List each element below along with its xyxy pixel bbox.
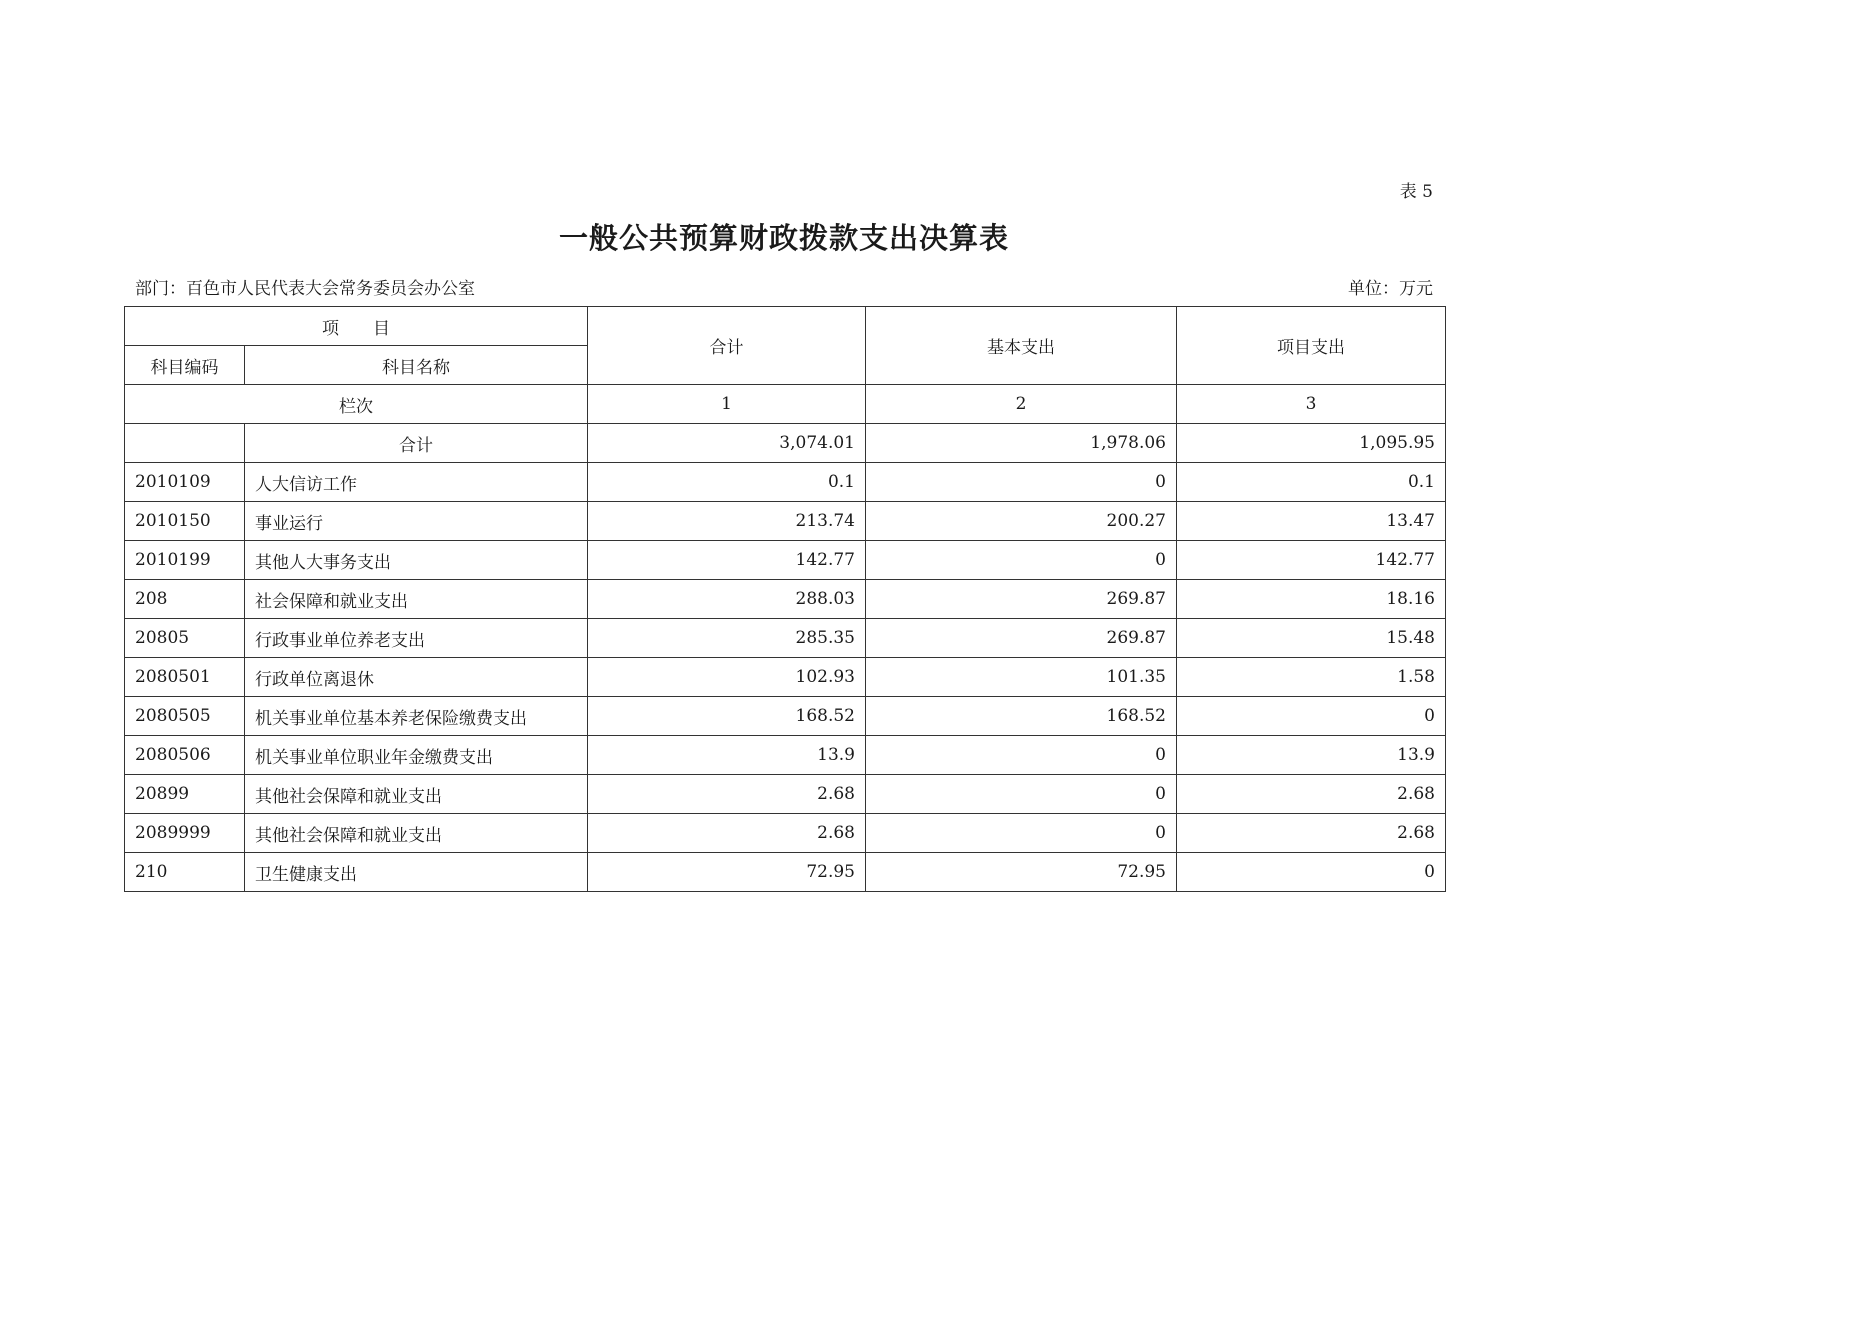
cell-code: 2010199: [125, 541, 245, 580]
header-basic: 基本支出: [866, 307, 1177, 385]
column-index-3: 3: [1177, 385, 1446, 424]
cell-name: 人大信访工作: [245, 463, 588, 502]
cell-code: 2080501: [125, 658, 245, 697]
cell-project: 18.16: [1177, 580, 1446, 619]
cell-name: 事业运行: [245, 502, 588, 541]
totals-row: [125, 424, 1446, 463]
column-index-2: 2: [866, 385, 1177, 424]
cell-code: 20899: [125, 775, 245, 814]
cell-project: 13.47: [1177, 502, 1446, 541]
cell-basic: 0: [866, 541, 1177, 580]
cell-code: 2089999: [125, 814, 245, 853]
cell-name: 行政事业单位养老支出: [245, 619, 588, 658]
cell-code: 2010150: [125, 502, 245, 541]
cell-name: 其他社会保障和就业支出: [245, 775, 588, 814]
cell-basic: 0: [866, 775, 1177, 814]
cell-project: 15.48: [1177, 619, 1446, 658]
table-header: [125, 307, 1446, 463]
cell-code: 2080505: [125, 697, 245, 736]
column-index-label: 栏次: [125, 385, 588, 424]
cell-project: 0.1: [1177, 463, 1446, 502]
unit-label: 单位：万元: [1348, 279, 1433, 299]
table-row: [125, 541, 1446, 580]
cell-basic: 200.27: [866, 502, 1177, 541]
header-item: 项 目: [125, 307, 588, 346]
table-row: [125, 580, 1446, 619]
cell-total: 2.68: [588, 775, 866, 814]
cell-project: 1.58: [1177, 658, 1446, 697]
cell-code: 210: [125, 853, 245, 892]
cell-project: 13.9: [1177, 736, 1446, 775]
cell-project: 142.77: [1177, 541, 1446, 580]
cell-project: 2.68: [1177, 775, 1446, 814]
table-number: 表 5: [1399, 182, 1433, 202]
cell-total: 72.95: [588, 853, 866, 892]
cell-basic: 0: [866, 814, 1177, 853]
cell-basic: 269.87: [866, 619, 1177, 658]
header-total: 合计: [588, 307, 866, 385]
cell-basic: 101.35: [866, 658, 1177, 697]
header-project: 项目支出: [1177, 307, 1446, 385]
cell-name: 机关事业单位基本养老保险缴费支出: [245, 697, 588, 736]
totals-label: 合计: [245, 424, 588, 463]
cell-total: 0.1: [588, 463, 866, 502]
cell-name: 其他社会保障和就业支出: [245, 814, 588, 853]
cell-name: 行政单位离退休: [245, 658, 588, 697]
table-row: [125, 502, 1446, 541]
cell-name: 卫生健康支出: [245, 853, 588, 892]
cell-total: 168.52: [588, 697, 866, 736]
cell-basic: 0: [866, 736, 1177, 775]
table-row: [125, 619, 1446, 658]
cell-total: 213.74: [588, 502, 866, 541]
cell-total: 102.93: [588, 658, 866, 697]
cell-total: 288.03: [588, 580, 866, 619]
table-row: [125, 697, 1446, 736]
totals-code: [125, 424, 245, 463]
cell-code: 208: [125, 580, 245, 619]
cell-code: 2080506: [125, 736, 245, 775]
cell-name: 机关事业单位职业年金缴费支出: [245, 736, 588, 775]
cell-name: 社会保障和就业支出: [245, 580, 588, 619]
table-row: [125, 658, 1446, 697]
cell-code: 20805: [125, 619, 245, 658]
page-title: 一般公共预算财政拨款支出决算表: [558, 221, 1009, 255]
totals-total: 3,074.01: [588, 424, 866, 463]
totals-project: 1,095.95: [1177, 424, 1446, 463]
cell-basic: 269.87: [866, 580, 1177, 619]
header-name: 科目名称: [245, 346, 588, 385]
expenditure-table: [124, 306, 1446, 892]
cell-project: 2.68: [1177, 814, 1446, 853]
cell-code: 2010109: [125, 463, 245, 502]
department-label: 部门：百色市人民代表大会常务委员会办公室: [135, 279, 475, 299]
table-row: [125, 814, 1446, 853]
table-body: [125, 463, 1446, 892]
cell-project: 0: [1177, 697, 1446, 736]
cell-name: 其他人大事务支出: [245, 541, 588, 580]
cell-basic: 168.52: [866, 697, 1177, 736]
table-row: [125, 736, 1446, 775]
totals-basic: 1,978.06: [866, 424, 1177, 463]
header-code: 科目编码: [125, 346, 245, 385]
cell-project: 0: [1177, 853, 1446, 892]
table-row: [125, 853, 1446, 892]
table-row: [125, 463, 1446, 502]
cell-total: 13.9: [588, 736, 866, 775]
cell-total: 2.68: [588, 814, 866, 853]
table-row: [125, 775, 1446, 814]
cell-basic: 72.95: [866, 853, 1177, 892]
cell-total: 285.35: [588, 619, 866, 658]
cell-total: 142.77: [588, 541, 866, 580]
column-index-1: 1: [588, 385, 866, 424]
cell-basic: 0: [866, 463, 1177, 502]
